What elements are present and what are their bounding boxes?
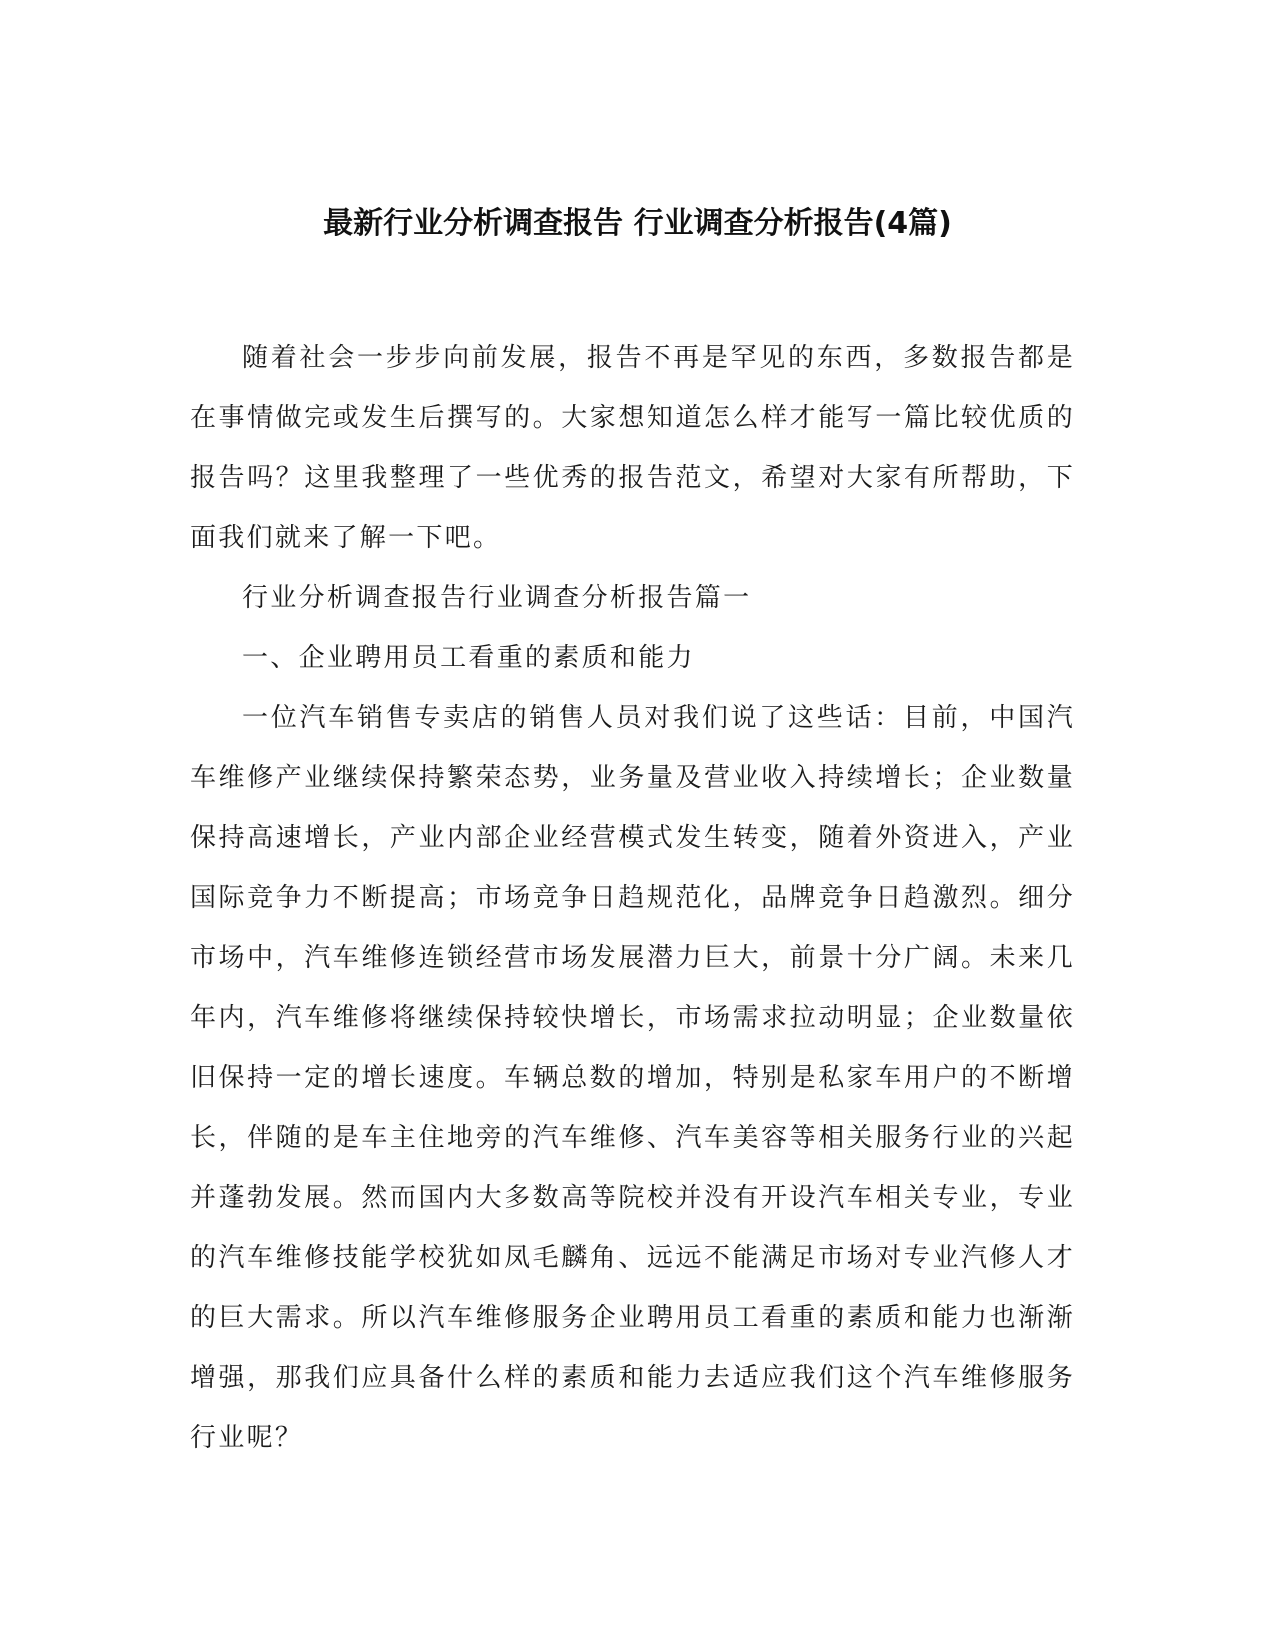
section-heading: 行业分析调查报告行业调查分析报告篇一 xyxy=(242,583,752,613)
document-body xyxy=(190,328,1075,1468)
document-title: 最新行业分析调查报告 行业调查分析报告(4篇) xyxy=(323,206,952,241)
subsection-heading: 一、企业聘用员工看重的素质和能力 xyxy=(242,643,695,673)
intro-paragraph: 随着社会一步步向前发展，报告不再是罕见的东西，多数报告都是在事情做完或发生后撰写的。大家想知道怎么样才能写一篇比较优质的报告吗？这里我整理了一些优秀的报告范文，希望对大家有所帮助，下面我们就来了解一下吧。 xyxy=(190,343,1075,553)
body-paragraph: 一位汽车销售专卖店的销售人员对我们说了这些话：目前，中国汽车维修产业继续保持繁荣态势，业务量及营业收入持续增长；企业数量保持高速增长，产业内部企业经营模式发生转变，随着外资进入，产业国际竞争力不断提高；市场竞争日趋规范化，品牌竞争日趋激烈。细分市场中，汽车维修连锁经营市场发展潜力巨大，前景十分广阔。未来几年内，汽车维修将继续保持较快增长，市场需求拉动明显；企业数量依旧保持一定的增长速度。车辆总数的增加，特别是私家车用户的不断增长，伴随的是车主住地旁的汽车维修、汽车美容等相关服务行业的兴起并蓬勃发展。然而国内大多数高等院校并没有开设汽车相关专业，专业的汽车维修技能学校犹如凤毛麟角、远远不能满足市场对专业汽修人才的巨大需求。所以汽车维修服务企业聘用员工看重的素质和能力也渐渐增强，那我们应具备什么样的素质和能力去适应我们这个汽车维修服务行业呢？ xyxy=(190,703,1075,1453)
